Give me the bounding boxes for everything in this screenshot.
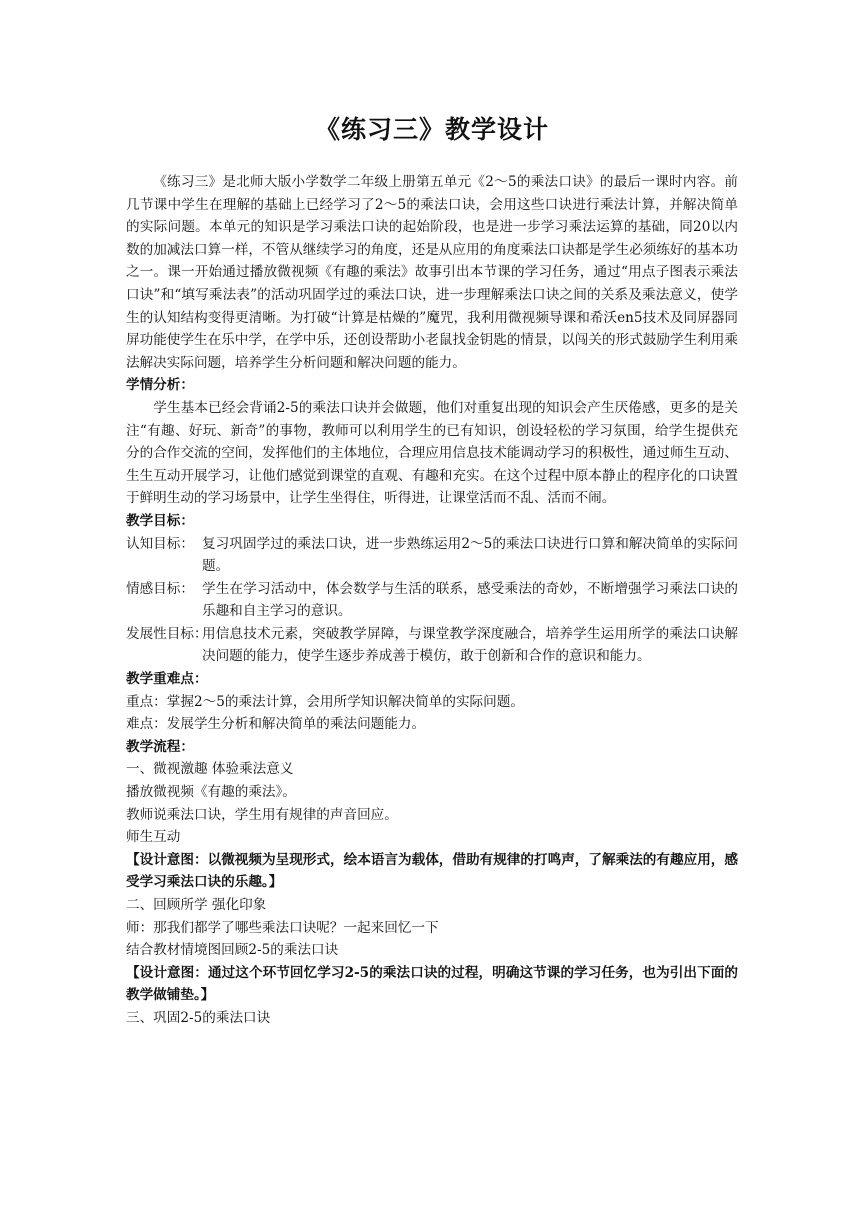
analysis-heading: 学情分析： (126, 377, 194, 394)
goal-text: 复习巩固学过的乘法口诀，进一步熟练运用2～5的乘法口诀进行口算和解决简单的实际问题。 (202, 535, 738, 575)
goals-heading: 教学目标： (126, 512, 194, 529)
process-line: 师生互动 (126, 829, 181, 846)
goal-label: 发展性目标： (126, 625, 208, 642)
document-title: 《练习三》教学设计 (314, 115, 549, 144)
goal-developmental (126, 623, 738, 668)
process-line: 三、巩固2-5的乘法口诀 (126, 1009, 271, 1026)
difficult-point: 难点：发展学生分析和解决简单的乘法问题能力。 (126, 716, 426, 733)
goal-text: 用信息技术元素，突破教学屏障，与课堂教学深度融合，培养学生运用所学的乘法口诀解决问题的能力，使学生逐步养成善于模仿，敢于创新和合作的意识和能力。 (202, 625, 738, 665)
process-line: 师：那我们都学了哪些乘法口诀呢？一起来回忆一下 (126, 919, 439, 936)
analysis-paragraph: 学生基本已经会背诵2-5的乘法口诀并会做题，他们对重复出现的知识会产生厌倦感，更多的是关注“有趣、好玩、新奇”的事物，教师可以利用学生的已有知识，创设轻松的学习氛围，给学生提供充分的合作交流的空间，发挥他们的主体地位，合理应用信息技术能调动学习的积极性，通过师生互动、生生互动开展学习，让他们感觉到课堂的直观、有趣和充实。在这个过程中原本静止的程序化的口诀置于鲜明生动的学习场景中，让学生坐得住，听得进，让课堂活而不乱、活而不闹。 (126, 399, 738, 507)
process-heading: 教学流程： (126, 738, 194, 755)
goal-text: 学生在学习活动中，体会数学与生活的联系，感受乘法的奇妙，不断增强学习乘法口诀的乐趣和自主学习的意识。 (202, 580, 738, 620)
design-intent-1: 【设计意图：以微视频为呈现形式，绘本语言为载体，借助有规律的打鸣声，了解乘法的有趣应用，感受学习乘法口诀的乐趣。】 (126, 851, 738, 891)
goal-label: 认知目标： (126, 535, 194, 552)
process-line: 一、微视激趣 体验乘法意义 (126, 761, 294, 778)
goal-cognitive (126, 533, 738, 578)
intro-paragraph: 《练习三》是北师大版小学数学二年级上册第五单元《2～5的乘法口诀》的最后一课时内容。前几节课中学生在理解的基础上已经学习了2～5的乘法口诀，会用这些口诀进行乘法计算，并解决简单的实际问题。本单元的知识是学习乘法口诀的起始阶段，也是进一步学习乘法运算的基础，同20以内数的加减法口算一样，不管从继续学习的角度，还是从应用的角度乘法口诀都是学生必须练好的基本功之一。课一开始通过播放微视频《有趣的乘法》故事引出本节课的学习任务，通过“用点子图表示乘法口诀”和“填写乘法表”的活动巩固学过的乘法口诀，进一步理解乘法口诀之间的关系及乘法意义，使学生的认知结构变得更清晰。为打破“计算是枯燥的”魔咒，我利用微视频导课和希沃en5技术及同屏器同屏功能使学生在乐中学，在学中乐，还创设帮助小老鼠找金钥匙的情景，以闯关的形式鼓励学生利用乘法解决实际问题，培养学生分析问题和解决问题的能力。 (126, 174, 738, 371)
goal-label: 情感目标： (126, 580, 194, 597)
process-line: 二、回顾所学 强化印象 (126, 897, 267, 913)
process-line: 教师说乘法口诀，学生用有规律的声音回应。 (126, 806, 398, 823)
process-line: 结合教材情境图回顾2-5的乘法口诀 (126, 942, 339, 959)
goal-emotional (126, 578, 738, 623)
keypoints-heading: 教学重难点： (126, 671, 208, 688)
document-body (126, 171, 738, 1030)
design-intent-2: 【设计意图：通过这个环节回忆学习2-5的乘法口诀的过程，明确这节课的学习任务，也为引出下面的教学做铺垫。】 (126, 964, 738, 1004)
key-point: 重点：掌握2～5的乘法计算，会用所学知识解决简单的实际问题。 (126, 693, 524, 710)
process-line: 播放微视频《有趣的乘法》。 (126, 784, 296, 801)
